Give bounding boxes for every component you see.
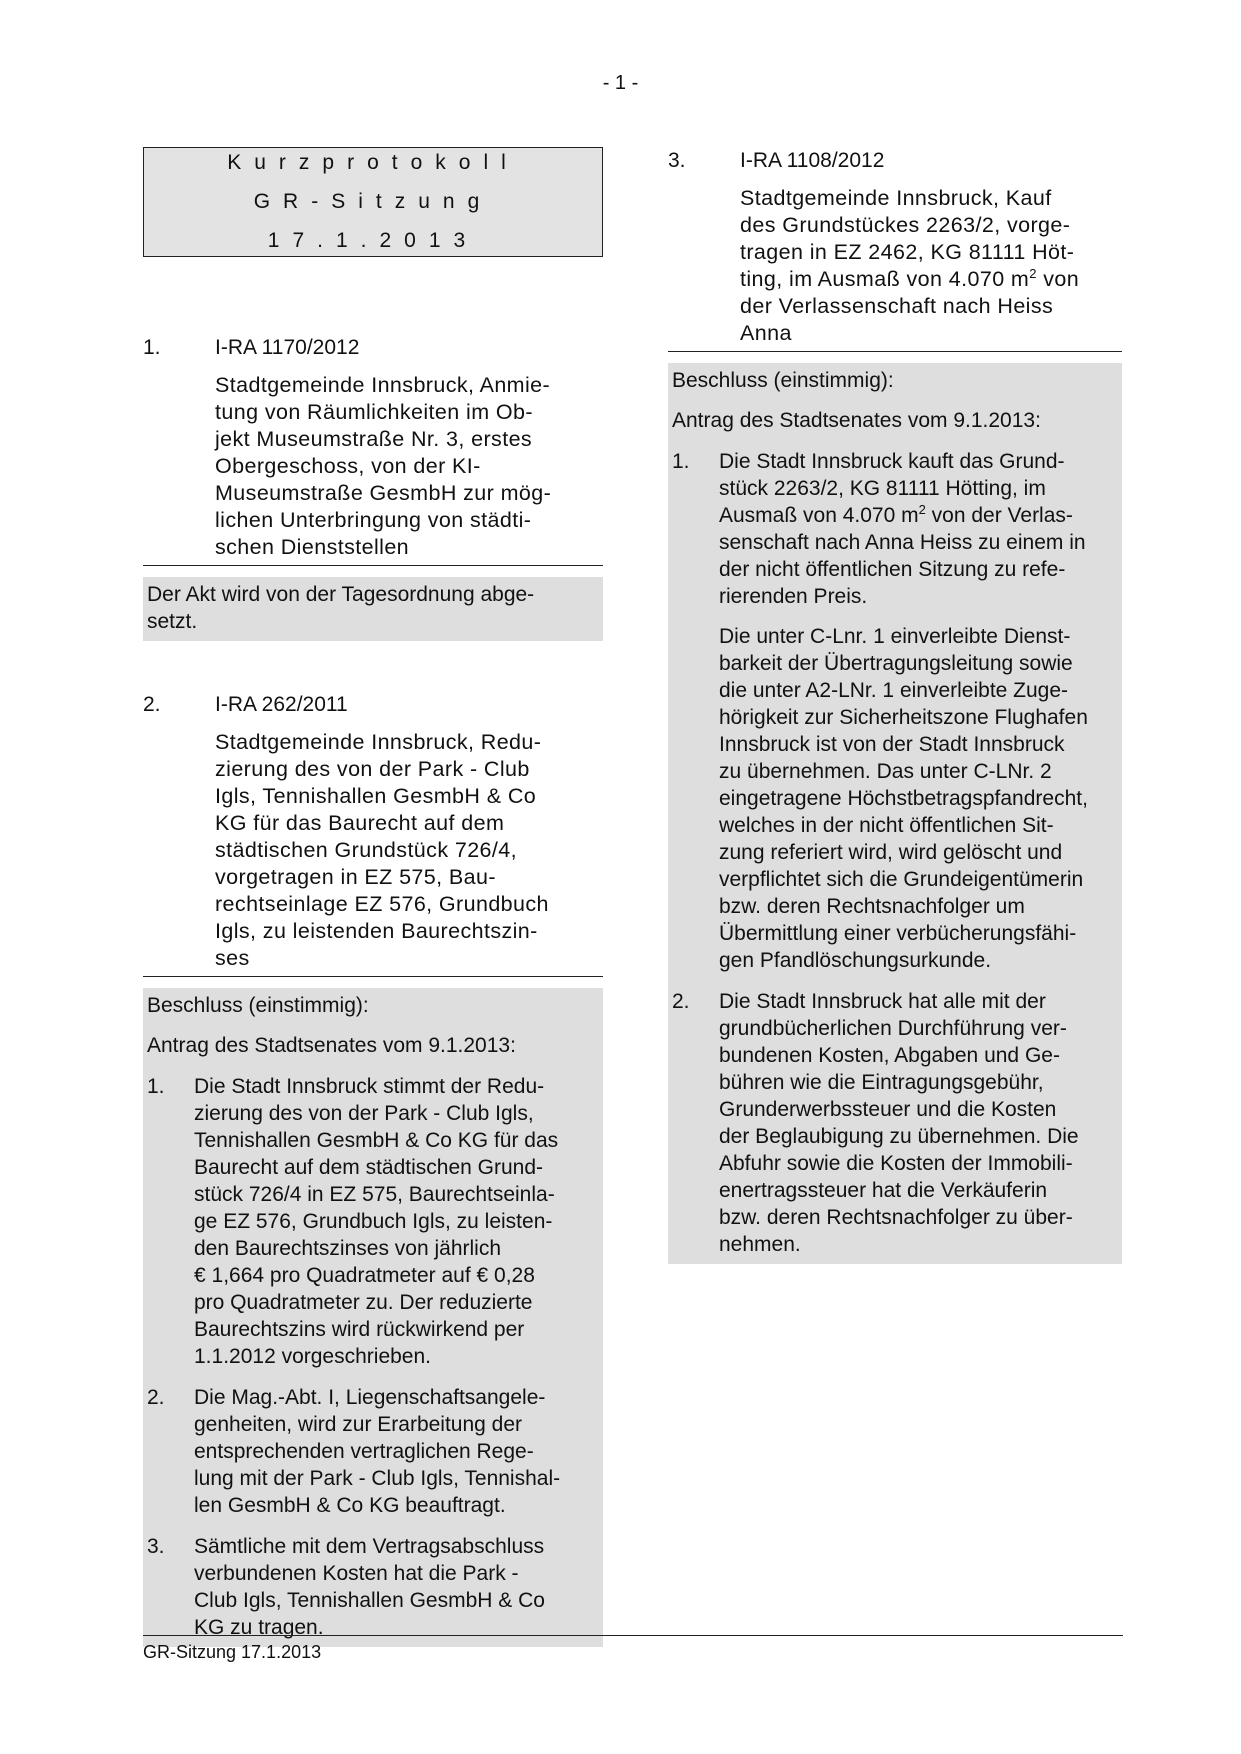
agenda-item-1 bbox=[143, 334, 603, 641]
title-box bbox=[143, 147, 603, 257]
left-column bbox=[143, 147, 603, 1647]
item-reference: I-RA 1108/2012 bbox=[740, 149, 885, 172]
resolution-list bbox=[147, 1073, 599, 1641]
item-number: 2. bbox=[143, 693, 161, 716]
antrag-label: Antrag des Stadtsenates vom 9.1.2013: bbox=[147, 1034, 516, 1057]
antrag-label: Antrag des Stadtsenates vom 9.1.2013: bbox=[672, 409, 1041, 432]
right-column bbox=[668, 147, 1122, 1264]
agenda-item-2 bbox=[143, 691, 603, 1647]
title-line-3: 17.1.2013 bbox=[267, 229, 479, 252]
resolution-list bbox=[672, 448, 1118, 1258]
item-title: Stadtgemeinde Innsbruck, Redu- zierung des von der Park - Club Igls, Tennishallen GesmbH & Co KG für das Baurecht auf dem städtischen Grundstück 726/4, vorgetragen in EZ 575, Bau- rechtseinlage EZ 576, Grundbuch Igls, zu leistenden Baurechtszin- ses bbox=[215, 730, 549, 970]
beschluss-label: Beschluss (einstimmig): bbox=[672, 369, 894, 392]
agenda-item-3 bbox=[668, 147, 1122, 1264]
resolution-item: 3. Sämtliche mit dem Vertragsabschluss verbundenen Kosten hat die Park - Club Igls, Tennishallen GesmbH & Co KG zu tragen. bbox=[147, 1535, 545, 1639]
beschluss-label: Beschluss (einstimmig): bbox=[147, 994, 369, 1017]
item-number: 1. bbox=[143, 336, 161, 359]
divider bbox=[143, 976, 603, 977]
divider bbox=[143, 565, 603, 566]
title-line-2: GR-Sitzung bbox=[253, 190, 493, 213]
decision-box: Der Akt wird von der Tagesordnung abge- setzt. bbox=[143, 577, 603, 641]
page-footer: GR-Sitzung 17.1.2013 bbox=[143, 1635, 1123, 1663]
resolution-item: 2. Die Mag.-Abt. I, Liegenschaftsangele- genheiten, wird zur Erarbeitung der entsprechenden vertraglichen Rege- lung mit der Park - Club Igls, Tennishal- len GesmbH & Co KG beauftragt. bbox=[147, 1386, 561, 1517]
item-number: 3. bbox=[668, 149, 686, 172]
item-title: Stadtgemeinde Innsbruck, Kauf des Grundstückes 2263/2, vorge- tragen in EZ 2462, KG 81111 Höt- ting, im Ausmaß von 4.070 $m^2$ von der Verlassenschaft nach Heiss Anna bbox=[740, 186, 1080, 345]
item-reference: I-RA 1170/2012 bbox=[215, 336, 360, 359]
resolution-item: 1. Die Stadt Innsbruck kauft das Grund- stück 2263/2, KG 81111 Hötting, im Ausmaß von 4.070 $m^2$ von der Verlas- senschaft nach Anna Heiss zu einem in der nicht öffentlichen Sitzung zu refe- rierenden Preis. Die unter C-Lnr. 1 einverleibte Dienst- barkeit der Übertragungsleitung sowie die unter A2-LNr. 1 einverleibte Zuge- hörigkeit zur Sicherheitszone Flughafen Innsbruck ist von der Stadt Innsbruck zu übernehmen. Das unter C-LNr. 2 eingetragene Höchstbetragspfandrecht, welches in der nicht öffentlichen Sit- zung referiert wird, wird gelöscht und verpflichtet sich die Grundeigentümerin bzw. deren Rechtsnachfolger um Übermittlung einer verbücherungsfähi- gen Pfandlöschungsurkunde. bbox=[672, 448, 1118, 974]
page-number: - 1 - bbox=[602, 72, 639, 94]
decision-box bbox=[668, 363, 1122, 1264]
resolution-item: 2. Die Stadt Innsbruck hat alle mit der grundbücherlichen Durchführung ver- bundenen Kosten, Abgaben und Ge- bühren wie die Eintragungsgebühr, Grunderwerbssteuer und die Kosten der Beglaubigung zu übernehmen. Die Abfuhr sowie die Kosten der Immobili- enertragssteuer hat die Verkäuferin bzw. deren Rechtsnachfolger zu über- nehmen. bbox=[672, 990, 1079, 1256]
title-line-1: Kurzprotokoll bbox=[227, 151, 519, 174]
decision-box bbox=[143, 988, 603, 1647]
item-reference: I-RA 262/2011 bbox=[215, 693, 348, 716]
resolution-subparagraph: Die unter C-Lnr. 1 einverleibte Dienst- barkeit der Übertragungsleitung sowie die unter A2-LNr. 1 einverleibte Zuge- hörigkeit zur Sicherheitszone Flughafen Innsbruck ist von der Stadt Innsbruck zu übernehmen. Das unter C-LNr. 2 eingetragene Höchstbetragspfandrecht, welches in der nicht öffentlichen Sit- zung referiert wird, wird gelöscht und verpflichtet sich die Grundeigentümerin bzw. deren Rechtsnachfolger um Übermittlung einer verbücherungsfähi- gen Pfandlöschungsurkunde. bbox=[719, 625, 1088, 972]
divider bbox=[668, 351, 1122, 352]
item-title: Stadtgemeinde Innsbruck, Anmie- tung von Räumlichkeiten im Ob- jekt Museumstraße Nr. 3, erstes Obergeschoss, von der KI- Museumstraße GesmbH zur mög- lichen Unterbringung von städti- schen Dienststellen bbox=[215, 373, 552, 559]
resolution-item: 1. Die Stadt Innsbruck stimmt der Redu- zierung des von der Park - Club Igls, Tennishallen GesmbH & Co KG für das Baurecht auf dem städtischen Grund- stück 726/4 in EZ 575, Baurechtseinla- ge EZ 576, Grundbuch Igls, zu leisten- den Baurechtszinses von jährlich € 1,664 pro Quadratmeter auf € 0,28 pro Quadratmeter zu. Der reduzierte Baurechtszins wird rückwirkend per 1.1.2012 vorgeschrieben. bbox=[147, 1075, 559, 1368]
